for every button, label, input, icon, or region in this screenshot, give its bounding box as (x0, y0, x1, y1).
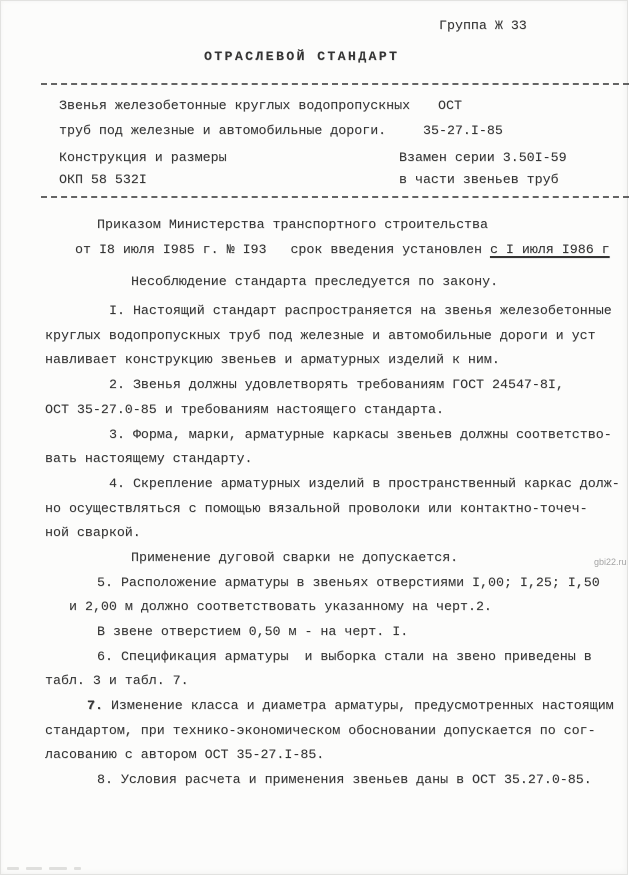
text-segment: от I8 июля I985 г. № I93 срок введения установлен (75, 241, 490, 257)
text-segment: ласованию с автором ОСТ 35-27.I-85. (45, 747, 325, 763)
text-segment: 3. Форма, марки, арматурные каркасы звеньев должны соответство- (109, 426, 612, 442)
text-line (1, 546, 627, 571)
text-segment: Несоблюдение стандарта преследуется по закону. (131, 274, 499, 290)
scan-artifact (7, 867, 88, 871)
text-line (1, 620, 627, 645)
text-line (1, 348, 627, 373)
effective-date-underlined: с I июля I986 г (489, 241, 610, 257)
text-line (1, 743, 627, 768)
doc-subject-line: Звенья железобетонные круглых водопропускных (59, 98, 411, 113)
replaces-note: в части звеньев труб (399, 172, 559, 187)
text-segment: 8. Условия расчета и применения звеньев даны в ОСТ 35.27.0-85. (97, 772, 592, 788)
text-line (1, 213, 627, 238)
text-segment: 7. (87, 698, 103, 714)
text-segment: табл. 3 и табл. 7. (45, 673, 189, 689)
text-segment: стандартом, при технико-экономическом обосновании допускается по сог- (45, 722, 596, 738)
okp-code: ОКП 58 532I (59, 172, 147, 187)
doc-subject-line: Конструкция и размеры (59, 150, 227, 165)
text-segment: ной сваркой. (45, 525, 141, 541)
text-line (1, 521, 627, 546)
text-line (1, 595, 627, 620)
text-segment: 5. Расположение арматуры в звеньях отверстиями I,00; I,25; I,50 (97, 574, 600, 590)
dashed-separator-bottom (41, 196, 629, 198)
text-line (1, 571, 627, 596)
text-line (1, 270, 627, 295)
text-line (1, 719, 627, 744)
group-label: Группа Ж 33 (439, 18, 527, 33)
dashed-separator-top (41, 83, 629, 85)
text-segment: I. Настоящий стандарт распространяется на звенья железобетонные (109, 303, 612, 319)
body-text (1, 213, 627, 793)
text-line (1, 299, 627, 324)
text-segment: Применение дуговой сварки не допускается. (131, 549, 459, 565)
standard-designation: ОСТ (438, 98, 462, 113)
text-line (1, 324, 627, 349)
doc-subject-line: труб под железные и автомобильные дороги. (59, 123, 387, 138)
text-segment: 6. Спецификация арматуры и выборка стали на звено приведены в (97, 648, 592, 664)
document-title: ОТРАСЛЕВОЙ СТАНДАРТ (204, 49, 400, 64)
text-line (1, 472, 627, 497)
replaces-note: Взамен серии 3.50I-59 (399, 150, 567, 165)
text-line (1, 238, 627, 263)
text-line (1, 373, 627, 398)
text-line (1, 423, 627, 448)
text-line (1, 398, 627, 423)
text-line (1, 669, 627, 694)
text-line (1, 447, 627, 472)
text-segment: и 2,00 м должно соответствовать указанному на черт.2. (69, 599, 492, 615)
text-line (1, 768, 627, 793)
standard-number: 35-27.I-85 (423, 123, 503, 138)
text-line (1, 645, 627, 670)
text-line (1, 694, 627, 719)
text-segment: круглых водопропускных труб под железные и автомобильные дороги и уст (45, 327, 596, 343)
text-segment: ОСТ 35-27.0-85 и требованиям настоящего стандарта. (45, 401, 444, 417)
text-segment: вать настоящему стандарту. (45, 451, 253, 467)
text-segment: но осуществляться с помощью вязальной проволоки или контактно-точеч- (45, 500, 588, 516)
text-segment: Приказом Министерства транспортного строительства (97, 217, 488, 232)
text-line (1, 497, 627, 522)
text-segment: навливает конструкцию звеньев и арматурных изделий к ним. (45, 352, 500, 368)
text-segment: 2. Звенья должны удовлетворять требованиям ГОСТ 24547-8I, (109, 377, 564, 393)
watermark: gbi22.ru (594, 557, 627, 567)
text-segment: 4. Скрепление арматурных изделий в пространственный каркас долж- (109, 475, 620, 491)
text-segment: Изменение класса и диаметра арматуры, предусмотренных настоящим (102, 698, 614, 714)
text-segment: В звене отверстием 0,50 м - на черт. I. (97, 624, 409, 639)
